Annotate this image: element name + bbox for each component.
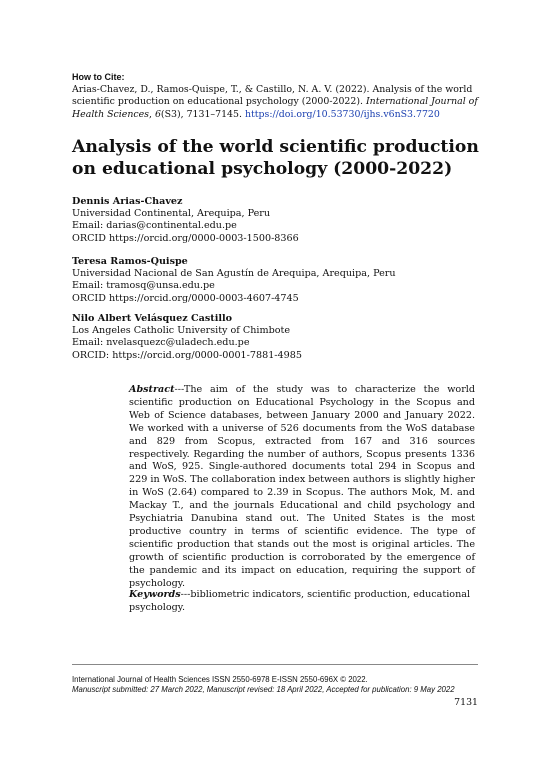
citation-block: How to Cite: Arias-Chavez, D., Ramos-Quispe, T., & Castillo, N. A. V. (2022). Analysis of the world scientific production on educational psychology (2000-2022). International Journal of Health Sciences, 6(S3), 7131–7145. https://doi.org/10.53730/ijhs.v6nS3.7720 [72,72,478,120]
author-orcid: ORCID https://orcid.org/0000-0003-1500-8366 [72,232,299,244]
abstract-text: The aim of the study was to characterize the world scientific production on Educational Psychology in the Scopus and Web of Science databases, between January 2000 and January 2022. We worked with a universe of 526 documents from the WoS database and 829 from Scopus, extracted from 167 and 316 sources respectively. Regarding the number of authors, Scopus presents 1336 and WoS, 925. Single-authored documents total 294 in Scopus and 229 in WoS. The collaboration index between authors is slightly higher in WoS (2.64) compared to 2.39 in Scopus. The authors Mok, M. and Mackay T., and the journals Educational and child psychology and Psychiatria Danubina stand out. The United States is the most productive country in terms of scientific evidence. The type of scientific production that stands out the most is original articles. The growth of scientific production is corroborated by the emergence of the pandemic and its impact on education, requiring the support of psychology. [129,384,475,589]
author-email: Email: nvelasquezc@uladech.edu.pe [72,337,250,349]
footer-manuscript-dates: Manuscript submitted: 27 March 2022, Manuscript revised: 18 April 2022, Accepted for publication: 9 May 2022 [72,685,455,695]
citation-heading: How to Cite [72,72,122,82]
author-block [72,196,492,245]
abstract-separator: --- [174,384,184,395]
author-affiliation: Universidad Nacional de San Agustín de Arequipa, Arequipa, Peru [72,268,396,280]
footer-journal-info: International Journal of Health Sciences ISSN 2550-6978 E-ISSN 2550-696X © 2022. [72,675,368,684]
author-orcid: ORCID https://orcid.org/0000-0003-4607-4745 [72,292,299,304]
citation-doi-link[interactable]: https://doi.org/10.53730/ijhs.v6nS3.7720 [244,108,440,120]
keywords-label: Keywords [129,589,181,600]
abstract [129,384,475,591]
author-block [72,313,492,362]
citation-text: Arias-Chavez, D., Ramos-Quispe, T., & Castillo, N. A. V. (2022). Analysis of the world scientific production on educational psychology (2000-2022). [72,83,473,107]
footer-divider [72,664,478,665]
page-number: 7131 [454,697,478,708]
citation-issue-pages: (S3), 7131–7145. [160,108,245,120]
author-email: Email: tramosq@unsa.edu.pe [72,280,215,292]
author-name: Dennis Arias-Chavez [72,196,183,207]
author-email: Email: darias@continental.edu.pe [72,220,237,232]
footer [72,675,482,696]
author-affiliation: Los Angeles Catholic University of Chimbote [72,325,291,337]
keywords-separator: --- [180,589,191,600]
keywords [129,589,475,615]
author-affiliation: Universidad Continental, Arequipa, Peru [72,208,271,220]
keywords-text: bibliometric indicators, scientific production, educational psychology. [129,589,471,613]
author-name: Teresa Ramos-Quispe [72,256,188,267]
citation-volume: 6 [154,108,161,120]
citation-journal: International Journal of Health Sciences [72,96,478,120]
author-name: Nilo Albert Velásquez Castillo [72,313,233,324]
author-block [72,256,492,305]
author-orcid: ORCID: https://orcid.org/0000-0001-7881-4985 [72,349,302,361]
abstract-label: Abstract [129,384,175,395]
paper-title: Analysis of the world scientific production on educational psychology (2000-2022) [72,137,479,179]
